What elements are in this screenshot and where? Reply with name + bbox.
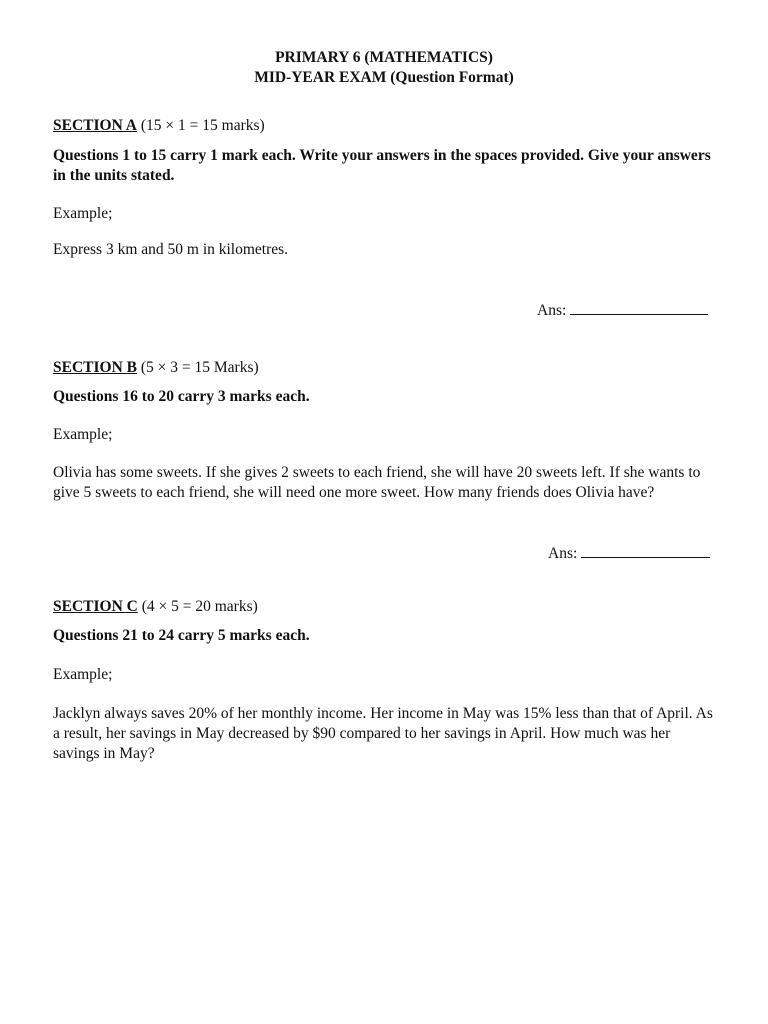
section-b-example-question: Olivia has some sweets. If she gives 2 sweets to each friend, she will have 20 sweets left. If she wants to give 5 sweets to each friend, she will need one more sweet. How many friends does Olivia have? <box>53 464 701 501</box>
section-b-answer-blank[interactable] <box>581 542 710 558</box>
section-b-answer-label: Ans: <box>548 545 578 562</box>
section-b-name: SECTION B <box>53 359 137 376</box>
section-a-answer-blank[interactable] <box>570 299 708 315</box>
section-c-example-label: Example; <box>53 666 113 683</box>
section-c-name: SECTION C <box>53 598 138 615</box>
exam-subtitle: MID-YEAR EXAM (Question Format) <box>254 69 514 86</box>
section-a-answer-label: Ans: <box>537 302 567 319</box>
section-a-example-question: Express 3 km and 50 m in kilometres. <box>53 241 289 258</box>
section-a-name: SECTION A <box>53 117 137 134</box>
section-b-answer <box>548 542 710 564</box>
section-a-example-label: Example; <box>53 205 113 222</box>
section-c-instructions: Questions 21 to 24 carry 5 marks each. <box>53 627 310 644</box>
section-a-answer <box>537 299 708 321</box>
section-c-example-question: Jacklyn always saves 20% of her monthly income. Her income in May was 15% less than that of April. As a result, her savings in May decreased by $90 compared to her savings in April. How much was her savings in May? <box>53 705 713 762</box>
section-c-heading <box>53 597 718 617</box>
section-a-instructions: Questions 1 to 15 carry 1 mark each. Write your answers in the spaces provided. Give your answers in the units stated. <box>53 147 711 184</box>
exam-title: PRIMARY 6 (MATHEMATICS) <box>275 49 493 66</box>
section-b-instructions: Questions 16 to 20 carry 3 marks each. <box>53 388 310 405</box>
section-b-example-label: Example; <box>53 426 113 443</box>
section-a-marks: (15 × 1 = 15 marks) <box>140 117 265 134</box>
section-b-heading <box>53 358 718 378</box>
section-a-heading <box>53 116 718 136</box>
section-b-marks: (5 × 3 = 15 Marks) <box>140 359 259 376</box>
section-c-marks: (4 × 5 = 20 marks) <box>141 598 258 615</box>
